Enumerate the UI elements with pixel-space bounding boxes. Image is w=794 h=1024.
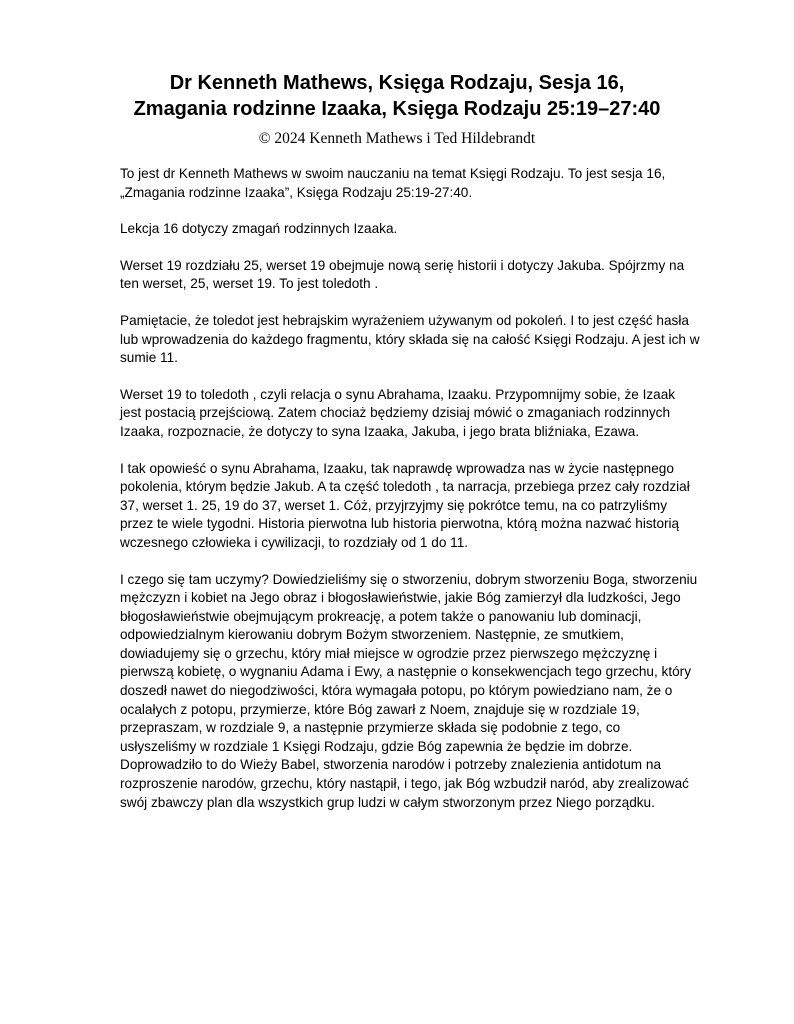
- copyright-notice: © 2024 Kenneth Mathews i Ted Hildebrandt: [258, 130, 536, 147]
- document-title: [60, 70, 734, 122]
- paragraph-7: I czego się tam uczymy? Dowiedzieliśmy się o stworzeniu, dobrym stworzeniu Boga, stworzeniu mężczyzn i kobiet na Jego obraz i błogosławieństwie, jakie Bóg zamierzył dla ludzkości, Jego błogosławieństwie obejmującym prokreację, a potem także o panowaniu lub dominacji, odpowiedzialnym kierowaniu dobrym Bożym stworzeniem. Następnie, ze smutkiem, dowiadujemy się o grzechu, który miał miejsce w ogrodzie przez pierwszego mężczyznę i pierwszą kobietę, o wygnaniu Adama i Ewy, a następnie o konsekwencjach tego grzechu, który doszedł nawet do niegodziwości, która wymagała potopu, po którym powiedziano nam, że o ocalałych z potopu, przymierze, które Bóg zawarł z Noem, znajduje się w rozdziale 19, przepraszam, w rozdziale 9, a następnie przymierze składa się podobnie z tego, co usłyszeliśmy w rozdziale 1 Księgi Rodzaju, gdzie Bóg zapewnia że będzie im dobrze. Doprowadziło to do Wieży Babel, stworzenia narodów i potrzeby znalezienia antidotum na rozproszenie narodów, grzechu, który nastąpił, i tego, jak Bóg wzbudził naród, aby zrealizować swój zbawczy plan dla wszystkich grup ludzi w całym stworzonym przez Niego porządku.: [120, 571, 698, 810]
- paragraph-2: Lekcja 16 dotyczy zmagań rodzinnych Izaaka.: [120, 221, 398, 237]
- paragraph-5: Werset 19 to toledoth , czyli relacja o synu Abrahama, Izaaku. Przypomnijmy sobie, że Izaak jest postacią przejściową. Zatem chociaż będziemy dzisiaj mówić o zmaganiach rodzinnych Izaaka, rozpoznacie, że dotyczy to syna Izaaka, Jakuba, i jego brata bliźniaka, Ezawa.: [120, 386, 676, 439]
- paragraph-4: Pamiętacie, że toledot jest hebrajskim wyrażeniem używanym od pokoleń. I to jest część hasła lub wprowadzenia do każdego fragmentu, który składa się na całość Księgi Rodzaju. A jest ich w sumie 11.: [120, 312, 700, 366]
- title-line-1: Dr Kenneth Mathews, Księga Rodzaju, Sesja 16,: [169, 72, 625, 94]
- paragraph-1: To jest dr Kenneth Mathews w swoim nauczaniu na temat Księgi Rodzaju. To jest sesja 16, „Zmagania rodzinne Izaaka”, Księga Rodzaju 25:19-27:40.: [120, 166, 666, 200]
- title-line-2: Zmagania rodzinne Izaaka, Księga Rodzaju 25:19–27:40: [133, 98, 661, 120]
- paragraph-3: Werset 19 rozdziału 25, werset 19 obejmuje nową serię historii i dotyczy Jakuba. Spójrzmy na ten werset, 25, werset 19. To jest toledoth .: [120, 257, 685, 292]
- document-body: [120, 165, 700, 830]
- paragraph-6: I tak opowieść o synu Abrahama, Izaaku, tak naprawdę wprowadza nas w życie następnego pokolenia, którym będzie Jakub. A ta część toledoth , ta narracja, przebiega przez cały rozdział 37, werset 1. 25, 19 do 37, werset 1. Cóż, przyjrzyjmy się pokrótce temu, na co patrzyliśmy przez te wiele tygodni. Historia pierwotna lub historia pierwotna, którą można nazwać historią wczesnego człowieka i cywilizacji, to rozdziały od 1 do 11.: [120, 460, 690, 550]
